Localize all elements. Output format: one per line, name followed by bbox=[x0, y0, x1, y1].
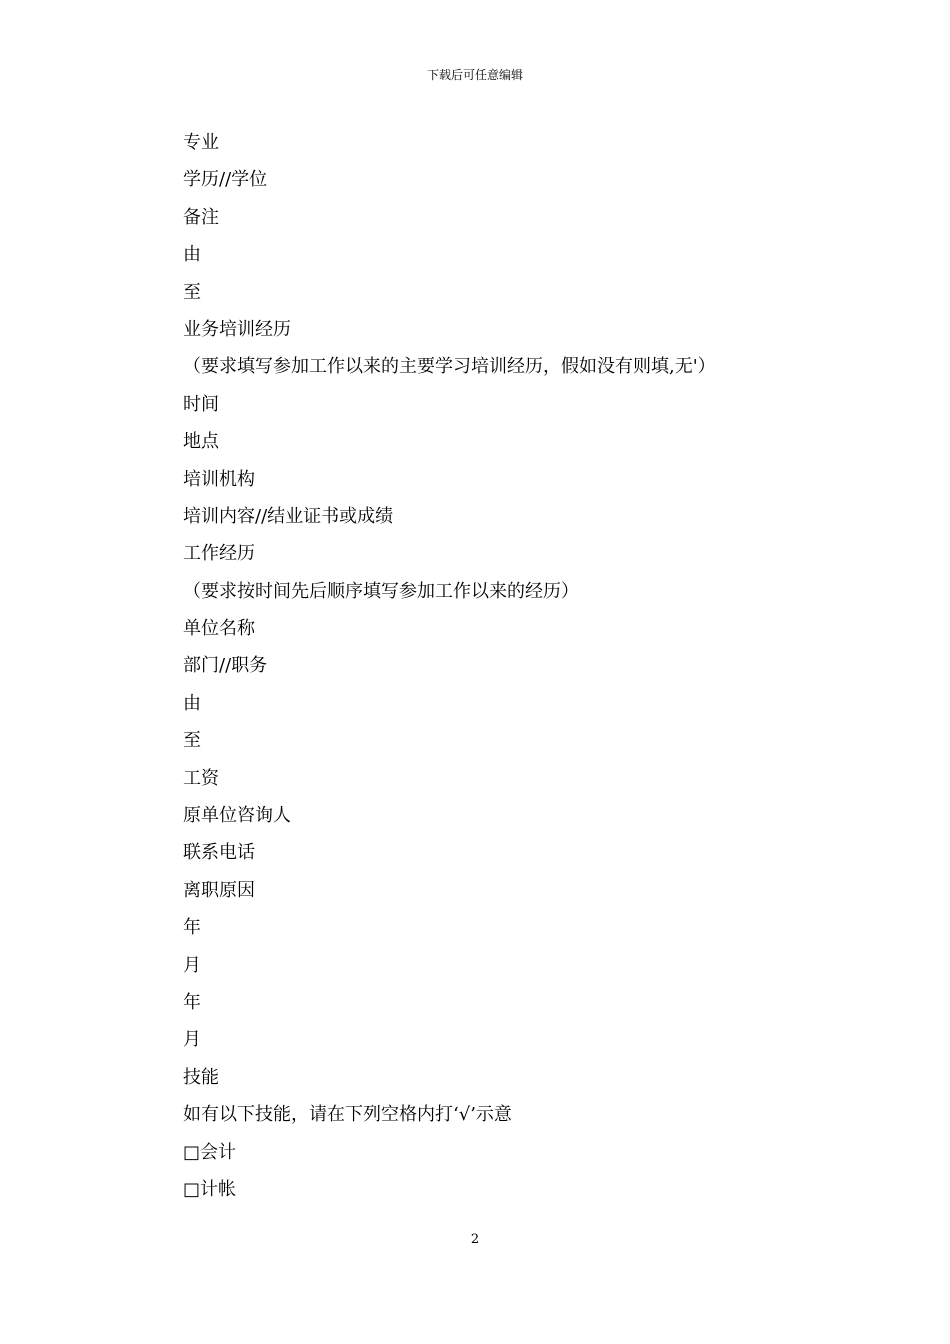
skills-instructions: 如有以下技能，请在下列空格内打‘√’示意 bbox=[183, 1104, 512, 1126]
skill-option-accounting: □会计 bbox=[183, 1141, 237, 1163]
text-line-month: 月 bbox=[183, 1029, 201, 1051]
text-line-to: 至 bbox=[183, 730, 201, 752]
text-line-remarks: 备注 bbox=[183, 206, 219, 228]
text-line-reference-contact: 原单位咨询人 bbox=[183, 805, 291, 827]
text-line-leaving-reason: 离职原因 bbox=[183, 879, 255, 901]
section-heading-skills: 技能 bbox=[183, 1066, 219, 1088]
section-heading-work-experience: 工作经历 bbox=[183, 543, 255, 565]
text-line-month: 月 bbox=[183, 954, 201, 976]
text-line-major: 专业 bbox=[183, 132, 219, 153]
text-line-to: 至 bbox=[183, 281, 201, 303]
text-line-employer-name: 单位名称 bbox=[183, 618, 255, 640]
text-line-phone: 联系电话 bbox=[183, 842, 255, 864]
text-line-training-content: 培训内容//结业证书或成绩 bbox=[183, 505, 394, 527]
document-body bbox=[183, 124, 803, 1208]
text-line-training-institution: 培训机构 bbox=[183, 468, 255, 490]
skill-option-bookkeeping: □计帐 bbox=[183, 1178, 237, 1200]
training-instructions: （要求填写参加工作以来的主要学习培训经历，假如没有则填,无'） bbox=[183, 356, 716, 378]
work-experience-instructions: （要求按时间先后顺序填写参加工作以来的经历） bbox=[183, 580, 579, 602]
text-line-from: 由 bbox=[183, 244, 201, 266]
section-heading-training: 业务培训经历 bbox=[183, 318, 291, 340]
text-line-year: 年 bbox=[183, 917, 201, 939]
text-line-education-degree: 学历//学位 bbox=[183, 169, 268, 191]
text-line-location: 地点 bbox=[183, 431, 219, 453]
page-header: 下载后可任意编辑 bbox=[426, 68, 523, 82]
text-line-from: 由 bbox=[183, 692, 201, 714]
text-line-time: 时间 bbox=[183, 393, 219, 415]
text-line-salary: 工资 bbox=[183, 767, 219, 789]
page-number: 2 bbox=[470, 1232, 480, 1247]
text-line-department-position: 部门//职务 bbox=[183, 655, 268, 677]
text-line-year: 年 bbox=[183, 991, 201, 1013]
